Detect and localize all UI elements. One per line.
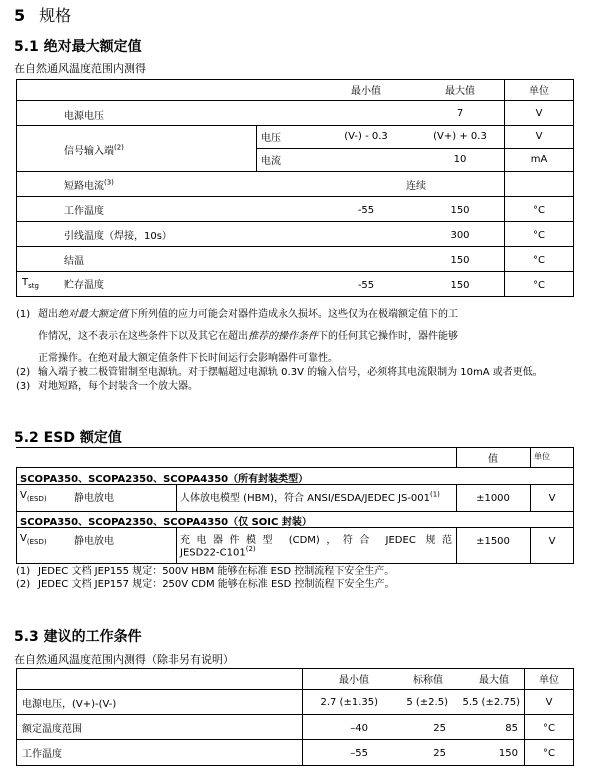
esd-note-1: (1) JEDEC 文档 JEP155 规定：500V HBM 能够在标准 ESD 控制流程下安全生产。 xyxy=(16,566,395,577)
hdr-unit: 单位 xyxy=(529,86,549,97)
section-title: 规格 xyxy=(39,6,72,25)
rec-supply-voltage-label: 电源电压，(V+)-(V-) xyxy=(22,699,117,710)
row-storage-temp-label: 贮存温度 xyxy=(64,280,104,291)
esd-group-2-title: SCOPA350、SCOPA2350、SCOPA4350（仅 SOIC 封装） xyxy=(20,517,312,528)
rec-supply-voltage-min: 2.7 (±1.35) xyxy=(320,697,378,708)
rec-hdr-nom: 标称值 xyxy=(413,675,443,686)
row-supply-voltage-unit: V xyxy=(535,108,543,119)
row-supply-voltage-label: 电源电压 xyxy=(64,111,104,122)
note-2: (2) 输入端子被二极管钳制至电源轨。对于摆幅超过电源轨 0.3V 的输入信号，必须将其电流限制为 10mA 或者更低。 xyxy=(16,367,543,378)
subtitle-5-1: 在自然通风温度范围内测得 xyxy=(14,62,146,75)
row-signal-current-max: 10 xyxy=(453,154,467,165)
esd-group-2-value: ±1500 xyxy=(476,536,510,547)
row-lead-temp-max: 300 xyxy=(450,230,470,241)
row-lead-temp-unit: °C xyxy=(533,230,545,241)
row-operating-temp-min: -55 xyxy=(357,205,375,216)
esd-table xyxy=(16,447,574,564)
notes-5-2 xyxy=(16,565,581,591)
esd-group-2-desc-line-1: 充电器件模型 (CDM)，符合 JEDEC 规范 xyxy=(180,535,452,546)
row-signal-voltage-max: (V+) + 0.3 xyxy=(433,131,487,142)
row-signal-current-label: 电流 xyxy=(261,156,281,167)
esd-group-1-title: SCOPA350、SCOPA2350、SCOPA4350（所有封装类型） xyxy=(20,474,309,485)
row-signal-input-label: 信号输入端$^{(2)}$ xyxy=(64,143,124,157)
row-storage-temp-max: 150 xyxy=(450,280,470,291)
note-3: (3) 对地短路，每个封装含一个放大器。 xyxy=(16,381,198,392)
rec-supply-voltage-nom: 5 (±2.5) xyxy=(406,697,448,708)
rec-hdr-min: 最小值 xyxy=(339,675,369,686)
rec-operating-temp-min: –55 xyxy=(350,748,368,759)
esd-group-2-label: 静电放电 xyxy=(74,536,114,547)
notes-5-1 xyxy=(16,308,581,394)
row-operating-temp-max: 150 xyxy=(450,205,470,216)
note-1-line-1: (1) 超出绝对最大额定值下所列值的应力可能会对器件造成永久损坏。这些仅为在极端额定值下的工 xyxy=(16,309,458,320)
note-1-line-2: 作情况，这不表示在这些条件下以及其它在超出推荐的操作条件下的任何其它操作时，器件能够 xyxy=(38,331,458,342)
row-storage-temp-symbol: $T_{stg}$ xyxy=(22,277,39,290)
row-short-circuit-value: 连续 xyxy=(406,181,426,192)
heading-5-3: 5.3 建议的工作条件 xyxy=(14,629,142,645)
subtitle-5-3: 在自然通风温度范围内测得（除非另有说明） xyxy=(14,653,234,666)
esd-group-1-desc: 人体放电模型 (HBM)，符合 ANSI/ESDA/JEDEC JS-001$^{(1)}$ xyxy=(180,490,440,504)
row-signal-voltage-label: 电压 xyxy=(261,133,281,144)
row-junction-temp-label: 结温 xyxy=(64,256,84,267)
rec-supply-voltage-max: 5.5 (±2.75) xyxy=(462,697,520,708)
rec-rated-temp-min: –40 xyxy=(350,723,368,734)
section-heading xyxy=(14,3,71,26)
heading-5-2: 5.2 ESD 额定值 xyxy=(14,430,122,446)
esd-note-2: (2) JEDEC 文档 JEP157 规定：250V CDM 能够在标准 ESD 控制流程下安全生产。 xyxy=(16,579,395,590)
esd-group-2-unit: V xyxy=(548,536,556,547)
esd-group-1-value: ±1000 xyxy=(476,493,510,504)
row-operating-temp-unit: °C xyxy=(533,205,545,216)
rec-hdr-unit: 单位 xyxy=(539,675,559,686)
esd-group-1-label: 静电放电 xyxy=(74,493,114,504)
rec-rated-temp-unit: °C xyxy=(543,723,555,734)
row-junction-temp-unit: °C xyxy=(533,255,545,266)
row-signal-voltage-unit: V xyxy=(535,131,543,142)
rec-operating-temp-max: 150 xyxy=(498,748,518,759)
esd-group-2-symbol: $V_{(ESD)}$ xyxy=(20,533,47,546)
rec-rated-temp-max: 85 xyxy=(505,723,518,734)
row-supply-voltage-max: 7 xyxy=(456,108,464,119)
row-storage-temp-unit: °C xyxy=(533,280,545,291)
recommended-table xyxy=(16,668,574,766)
rec-rated-temp-label: 额定温度范围 xyxy=(22,724,82,735)
rec-hdr-max: 最大值 xyxy=(479,675,509,686)
rec-rated-temp-nom: 25 xyxy=(433,723,446,734)
heading-5-1: 5.1 绝对最大额定值 xyxy=(14,39,142,55)
rec-supply-voltage-unit: V xyxy=(545,697,553,708)
hdr-max: 最大值 xyxy=(445,86,475,97)
rec-operating-temp-nom: 25 xyxy=(433,748,446,759)
abs-max-table xyxy=(16,79,574,297)
esd-hdr-value: 值 xyxy=(488,454,498,465)
row-signal-voltage-min: (V-) - 0.3 xyxy=(344,131,388,142)
row-signal-current-unit: mA xyxy=(530,154,548,165)
esd-group-1-symbol: $V_{(ESD)}$ xyxy=(20,490,47,503)
rec-operating-temp-unit: °C xyxy=(543,748,555,759)
row-storage-temp-min: -55 xyxy=(357,280,375,291)
note-1-line-3: 正常操作。在绝对最大额定值条件下长时间运行会影响器件可靠性。 xyxy=(38,353,338,364)
esd-group-2-desc-line-2: JESD22-C101$^{(2)}$ xyxy=(180,545,256,559)
esd-group-1-unit: V xyxy=(548,493,556,504)
row-lead-temp-label: 引线温度（焊接，10s） xyxy=(64,231,172,242)
row-short-circuit-label: 短路电流$^{(3)}$ xyxy=(64,178,114,192)
esd-hdr-unit: 单位 xyxy=(534,452,550,461)
hdr-min: 最小值 xyxy=(351,86,381,97)
section-number: 5 xyxy=(14,6,26,25)
rec-operating-temp-label: 工作温度 xyxy=(22,749,62,760)
row-operating-temp-label: 工作温度 xyxy=(64,206,104,217)
row-junction-temp-max: 150 xyxy=(450,255,470,266)
